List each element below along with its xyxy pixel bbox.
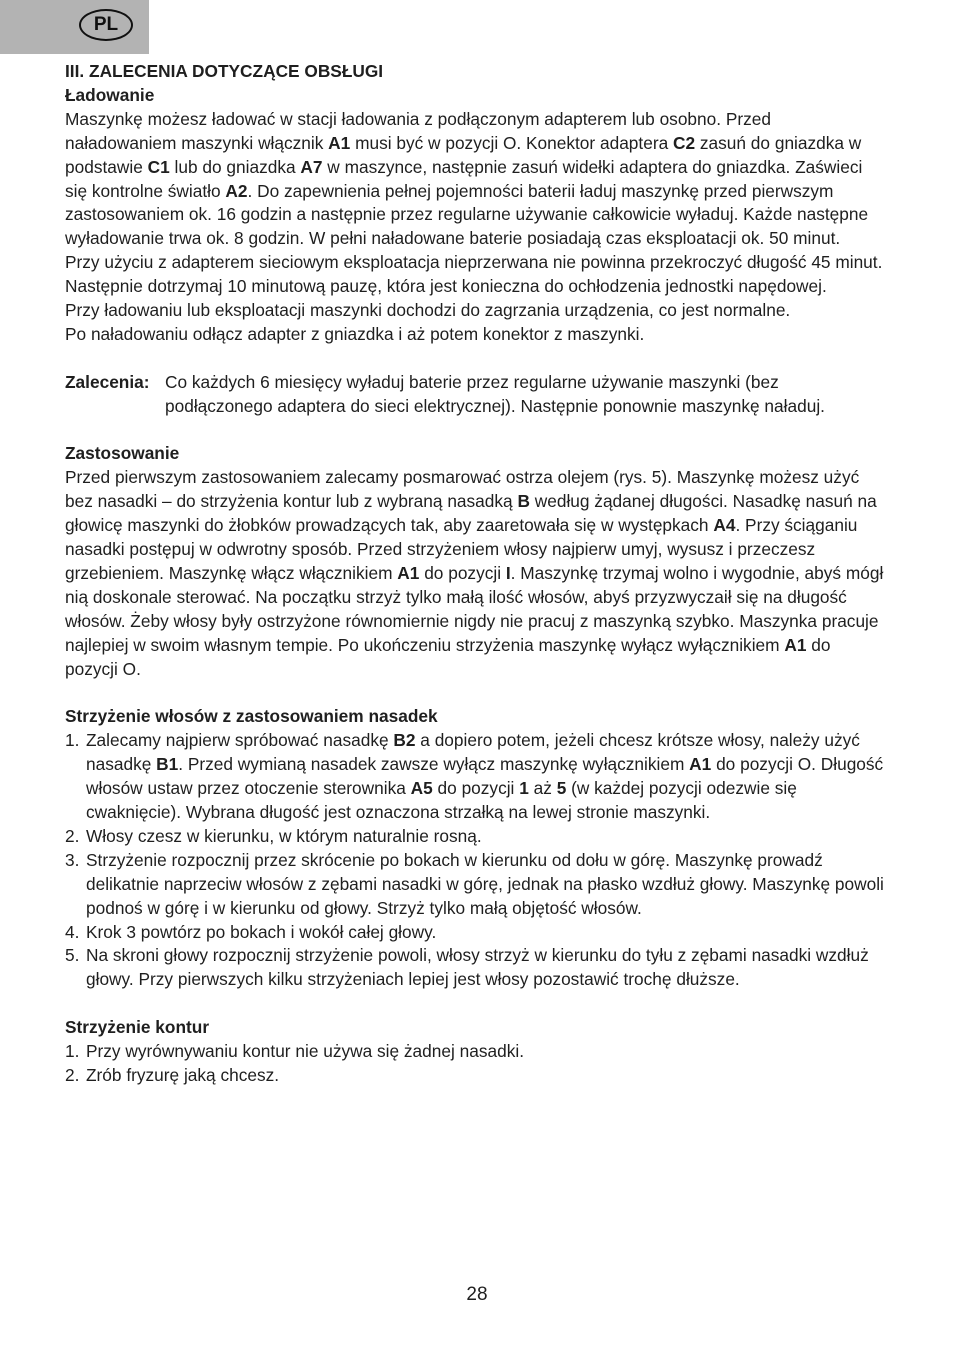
part-ref: B2: [393, 730, 416, 751]
recommendation-block: [65, 371, 885, 419]
part-ref: A1: [328, 132, 351, 153]
list-item: [65, 1064, 885, 1088]
recommendation-text: Co każdych 6 miesięcy wyładuj baterie przez regularne używanie maszynki (bez podłączonego adaptera do sieci elektrycznej). Następnie ponownie maszynkę naładuj.: [165, 371, 825, 416]
text-run: (w każdej pozycji odezwie się cwaknięcie). Wybrana długość jest oznaczona strzałką na lewej stronie maszynki.: [86, 778, 797, 823]
text-run: . Do zapewnienia pełnej pojemności baterii ładuj maszynkę przed pierwszym zastosowaniem ok. 16 godzin a następnie przez regularne używanie całkowicie wyładuj. Każde następne wyładowanie trwa ok. 8 godzin. W pełni naładowane baterie posiadają czas eksploatacji ok. 50 minut.: [65, 180, 869, 249]
spacer: [65, 682, 885, 706]
charging-paragraph-2: Przy użyciu z adapterem sieciowym eksploatacja nieprzerwana nie powinna przekroczyć długość 45 minut.: [65, 252, 883, 273]
list-item: [65, 944, 885, 992]
list-number: 1.: [65, 730, 80, 751]
usage-heading: Zastosowanie: [65, 443, 180, 464]
part-ref: 5: [556, 778, 567, 799]
part-ref: A1: [784, 634, 807, 655]
text-run: lub do gniazdka: [169, 156, 301, 177]
text-run: a dopiero potem, jeżeli chcesz krótsze włosy, należy użyć nasadkę: [86, 730, 860, 775]
list-number: 2.: [65, 825, 80, 846]
text-run: . Przed wymianą nasadek zawsze wyłącz maszynkę wyłącznikiem: [178, 754, 690, 775]
page-number: 28: [466, 1284, 488, 1305]
text-run: Zalecamy najpierw spróbować nasadkę: [86, 730, 394, 751]
list-number: 4.: [65, 921, 80, 942]
list-number: 3.: [65, 849, 80, 870]
charging-paragraph-4: Przy ładowaniu lub eksploatacji maszynki dochodzi do zagrzania urządzenia, co jest normalne.: [65, 300, 791, 321]
document-body: [65, 60, 885, 1088]
part-ref: A5: [410, 778, 433, 799]
text-run: według żądanej długości. Nasadkę nasuń na głowicę maszynki do żłobków prowadzących tak, aby zaaretowała się w występkach: [65, 491, 877, 536]
recommendation-label: Zalecenia:: [65, 371, 150, 392]
list-item-text: Strzyżenie rozpocznij przez skrócenie po bokach w kierunku od dołu w górę. Maszynkę prowadź delikatnie naprzeciw włosów z zębami nasadki w górę, jednak na płasko wzdłuż głowy. Maszynkę powoli podnoś w górę i w kierunku od głowy. Strzyż tylko małą objętość włosów.: [86, 849, 884, 918]
list-item: [65, 921, 885, 945]
text-run: zasuń do gniazdka w podstawie: [65, 132, 862, 177]
text-run: do pozycji O.: [65, 634, 831, 679]
list-item-text: Krok 3 powtórz po bokach i wokół całej głowy.: [86, 921, 437, 942]
text-run: aż: [528, 778, 557, 799]
part-ref: C2: [673, 132, 696, 153]
part-ref: C1: [147, 156, 170, 177]
list-item-text: Zrób fryzurę jaką chcesz.: [86, 1065, 280, 1085]
part-ref: A7: [300, 156, 323, 177]
spacer: [65, 419, 885, 443]
list-number: 2.: [65, 1065, 80, 1085]
text-run: musi być w pozycji O. Konektor adaptera: [350, 132, 673, 153]
language-tab: [0, 0, 149, 54]
list-number: 1.: [65, 1041, 80, 1062]
list-item-text: Przy wyrównywaniu kontur nie używa się żadnej nasadki.: [86, 1041, 524, 1062]
text-run: Maszynkę możesz ładować w stacji ładowania z podłączonym adapterem lub osobno. Przed naładowaniem maszynki włącznik: [65, 108, 772, 153]
text-run: do pozycji: [419, 563, 506, 583]
charging-paragraph-3: Następnie dotrzymaj 10 minutową pauzę, która jest konieczna do ochłodzenia jednostki napędowej.: [65, 276, 827, 297]
part-ref: I: [505, 563, 511, 583]
list-item-text: Włosy czesz w kierunku, w którym naturalnie rosną.: [86, 825, 482, 846]
part-ref: 1: [519, 778, 529, 799]
part-ref: A4: [713, 515, 736, 536]
spacer: [65, 992, 885, 1016]
list-item: [65, 1040, 885, 1064]
list-item: [65, 729, 885, 825]
text-run: . Przy ściąganiu nasadki postępuj w odwrotny sposób. Przed strzyżeniem włosy najpierw umyj, wysusz i przeczesz grzebieniem. Maszynkę włącz włącznikiem: [65, 515, 858, 583]
part-ref: A2: [225, 180, 248, 201]
part-ref: B: [517, 491, 530, 512]
text-run: Przed pierwszym zastosowaniem zalecamy posmarować ostrza olejem (rys. 5). Maszynkę możesz użyć bez nasadki – do strzyżenia kontur lub z wybraną nasadką: [65, 467, 860, 512]
contour-heading: Strzyżenie kontur: [65, 1017, 210, 1038]
text-run: do pozycji O. Długość włosów ustaw przez otoczenie sterownika: [86, 754, 884, 799]
spacer: [65, 347, 885, 371]
section-heading: III. ZALECENIA DOTYCZĄCE OBSŁUGI: [65, 61, 384, 81]
list-number: 5.: [65, 945, 80, 966]
text-run: do pozycji: [432, 778, 520, 799]
part-ref: A1: [689, 754, 712, 775]
charging-paragraph-5: Po naładowaniu odłącz adapter z gniazdka i aż potem konektor z maszynki.: [65, 323, 645, 344]
list-item: [65, 825, 885, 849]
part-ref: A1: [397, 563, 420, 583]
list-item-text: Na skroni głowy rozpocznij strzyżenie powoli, włosy strzyż w kierunku do tyłu z zębami nasadki wzdłuż głowy. Przy pierwszych kilku strzyżeniach lepiej jest włosy pozostawić trochę dłuższe.: [86, 945, 869, 990]
text-run: w maszynce, następnie zasuń widełki adaptera do gniazdka. Zaświeci się kontrolne światło: [65, 156, 863, 201]
part-ref: B1: [156, 754, 179, 775]
usage-paragraph: [65, 466, 885, 681]
language-badge: PL: [79, 9, 133, 41]
charging-paragraph-1: [65, 108, 885, 251]
list-item-text: [86, 729, 885, 825]
text-run: . Maszynkę trzymaj wolno i wygodnie, abyś mógł nią doskonale sterować. Na początku strzyż tylko małą ilość włosów, abyś przyzwyczaił się na długość włosów. Żeby włosy były ostrzyżone równomiernie nigdy nie pracuj z maszynką szybko. Maszynka pracuje najlepiej w swoim własnym tempie. Po ukończeniu strzyżenia maszynkę wyłącz wyłącznikiem: [65, 563, 884, 655]
list-item: [65, 849, 885, 921]
attachments-heading: Strzyżenie włosów z zastosowaniem nasadek: [65, 706, 438, 727]
charging-heading: Ładowanie: [65, 84, 155, 105]
